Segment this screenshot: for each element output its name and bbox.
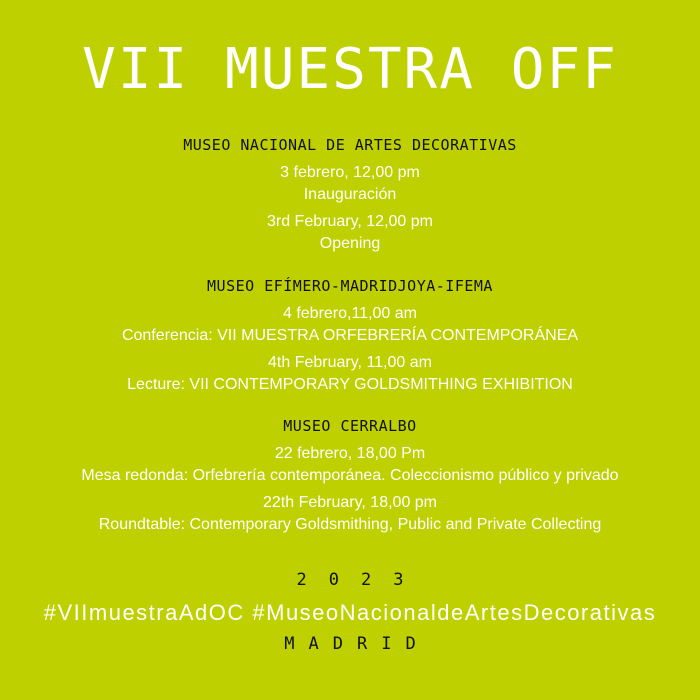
- venue-name: MUSEO NACIONAL DE ARTES DECORATIVAS: [183, 136, 517, 154]
- poster-title: VII MUESTRA OFF: [82, 37, 618, 102]
- event-description-en: Lecture: VII CONTEMPORARY GOLDSMITHING EXHIBITION: [127, 376, 573, 393]
- event-description-en: Opening: [319, 235, 381, 252]
- venue-name: MUSEO EFÍMERO-MADRIDJOYA-IFEMA: [207, 277, 493, 295]
- hashtags: #VIImuestraAdOC #MuseoNacionaldeArtesDecorativas: [43, 600, 657, 625]
- event-date-es: 22 febrero, 18,00 Pm: [274, 445, 426, 462]
- venue-name: MUSEO CERRALBO: [283, 417, 417, 435]
- event-date-en: 3rd February, 12,00 pm: [266, 213, 433, 230]
- event-date-en: 4th February, 11,00 am: [268, 354, 432, 371]
- event-description-es: Mesa redonda: Orfebrería contemporánea. Coleccionismo público y privado: [81, 467, 619, 484]
- event-date-en: 22th February, 18,00 pm: [262, 494, 438, 511]
- event-description-es: Conferencia: VII MUESTRA ORFEBRERÍA CONTEMPORÁNEA: [121, 327, 579, 344]
- event-description-es: Inauguración: [303, 186, 397, 203]
- event-description-en: Roundtable: Contemporary Goldsmithing, Public and Private Collecting: [98, 516, 602, 533]
- event-date-es: 4 febrero,11,00 am: [282, 305, 417, 322]
- event-date-es: 3 febrero, 12,00 pm: [280, 164, 420, 181]
- event-city: MADRID: [284, 634, 430, 654]
- event-year: 2023: [296, 570, 426, 590]
